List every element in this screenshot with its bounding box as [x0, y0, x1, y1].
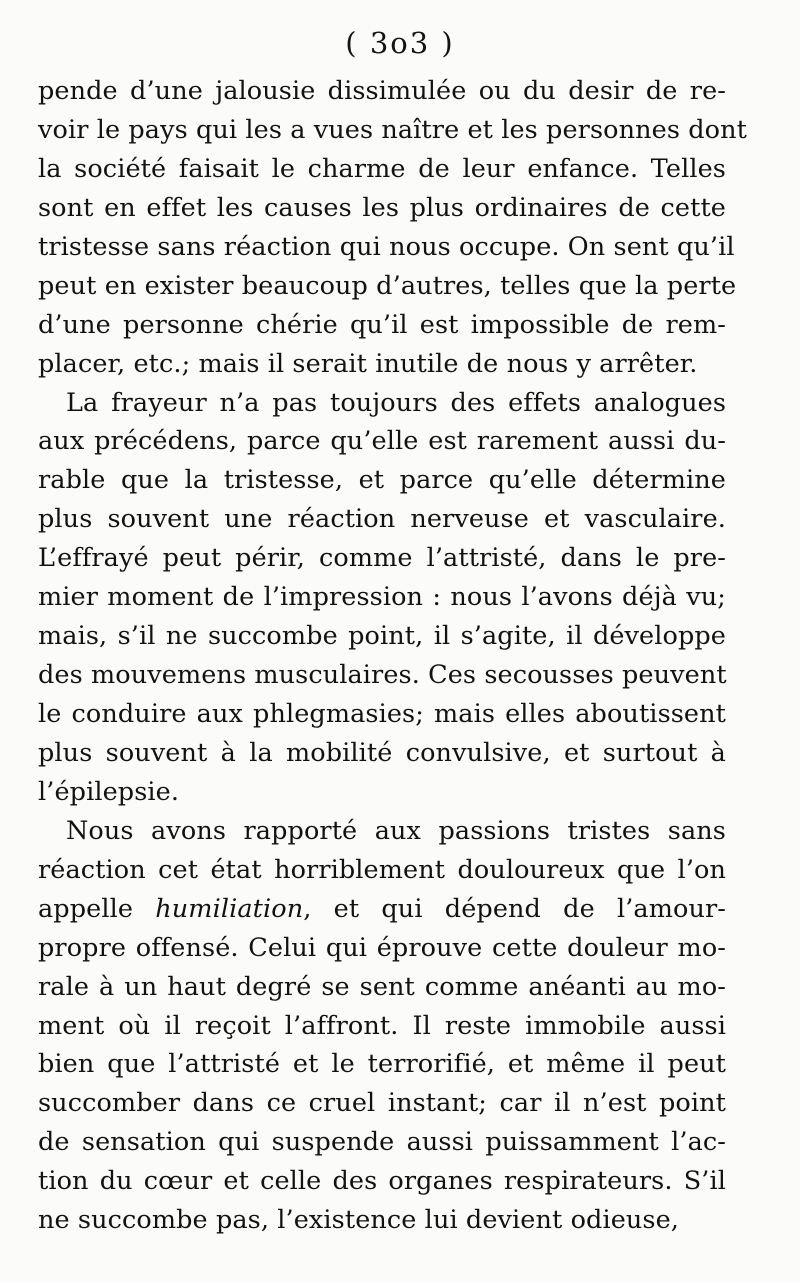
- text-line: d’une personne chérie qu’il est impossible de rem-: [38, 309, 726, 340]
- text-line: plus souvent à la mobilité convulsive, et surtout à: [38, 737, 726, 768]
- text-line: La frayeur n’a pas toujours des effets analogues: [66, 387, 726, 418]
- paragraph: [38, 384, 726, 812]
- text-line: la société faisait le charme de leur enfance. Telles: [38, 153, 726, 184]
- text-line: bien que l’attristé et le terrorifié, et même il peut: [38, 1049, 726, 1080]
- text-line: plus souvent une réaction nerveuse et vasculaire.: [38, 504, 726, 535]
- text-line: rable que la tristesse, et parce qu’elle détermine: [38, 465, 726, 496]
- text-line: Nous avons rapporté aux passions tristes sans: [66, 815, 726, 846]
- text-line: réaction cet état horriblement douloureux que l’on: [38, 854, 726, 885]
- text-line: appelle humiliation, et qui dépend de l’amour-: [38, 893, 726, 924]
- text-line: tristesse sans réaction qui nous occupe. On sent qu’il: [38, 231, 735, 262]
- text-line: mais, s’il ne succombe point, il s’agite, il développe: [38, 621, 726, 652]
- text-line: sont en effet les causes les plus ordinaires de cette: [38, 192, 726, 223]
- text-line: aux précédens, parce qu’elle est rarement aussi du-: [38, 426, 726, 457]
- page-number: ( 3o3 ): [345, 26, 455, 60]
- text-line: placer, etc.; mais il serait inutile de nous y arrêter.: [38, 348, 698, 379]
- paragraph: [38, 72, 747, 384]
- text-line: de sensation qui suspende aussi puissamment l’ac-: [38, 1127, 726, 1158]
- text-line: rale à un haut degré se sent comme anéanti au mo-: [38, 971, 726, 1002]
- text-line: pende d’une jalousie dissimulée ou du desir de re-: [38, 76, 726, 106]
- text-line: des mouvemens musculaires. Ces secousses peuvent: [38, 660, 727, 691]
- paragraph: [38, 812, 726, 1240]
- text-line: ne succombe pas, l’existence lui devient odieuse,: [38, 1205, 679, 1236]
- text-line: ment où il reçoit l’affront. Il reste immobile aussi: [38, 1010, 726, 1041]
- text-line: succomber dans ce cruel instant; car il n’est point: [38, 1088, 726, 1119]
- text-line: voir le pays qui les a vues naître et les personnes dont: [38, 114, 747, 145]
- text-line: tion du cœur et celle des organes respirateurs. S’il: [38, 1166, 726, 1197]
- text-line: peut en exister beaucoup d’autres, telles que la perte: [38, 270, 737, 301]
- text-line: le conduire aux phlegmasies; mais elles aboutissent: [38, 699, 726, 729]
- italic-term: humiliation: [155, 893, 304, 924]
- text-line: mier moment de l’impression : nous l’avons déjà vu;: [38, 582, 726, 613]
- body-text: [38, 72, 747, 1240]
- text-line: propre offensé. Celui qui éprouve cette douleur mo-: [38, 932, 726, 963]
- text-line: l’épilepsie.: [38, 776, 180, 807]
- text-line: L’effrayé peut périr, comme l’attristé, dans le pre-: [38, 543, 726, 574]
